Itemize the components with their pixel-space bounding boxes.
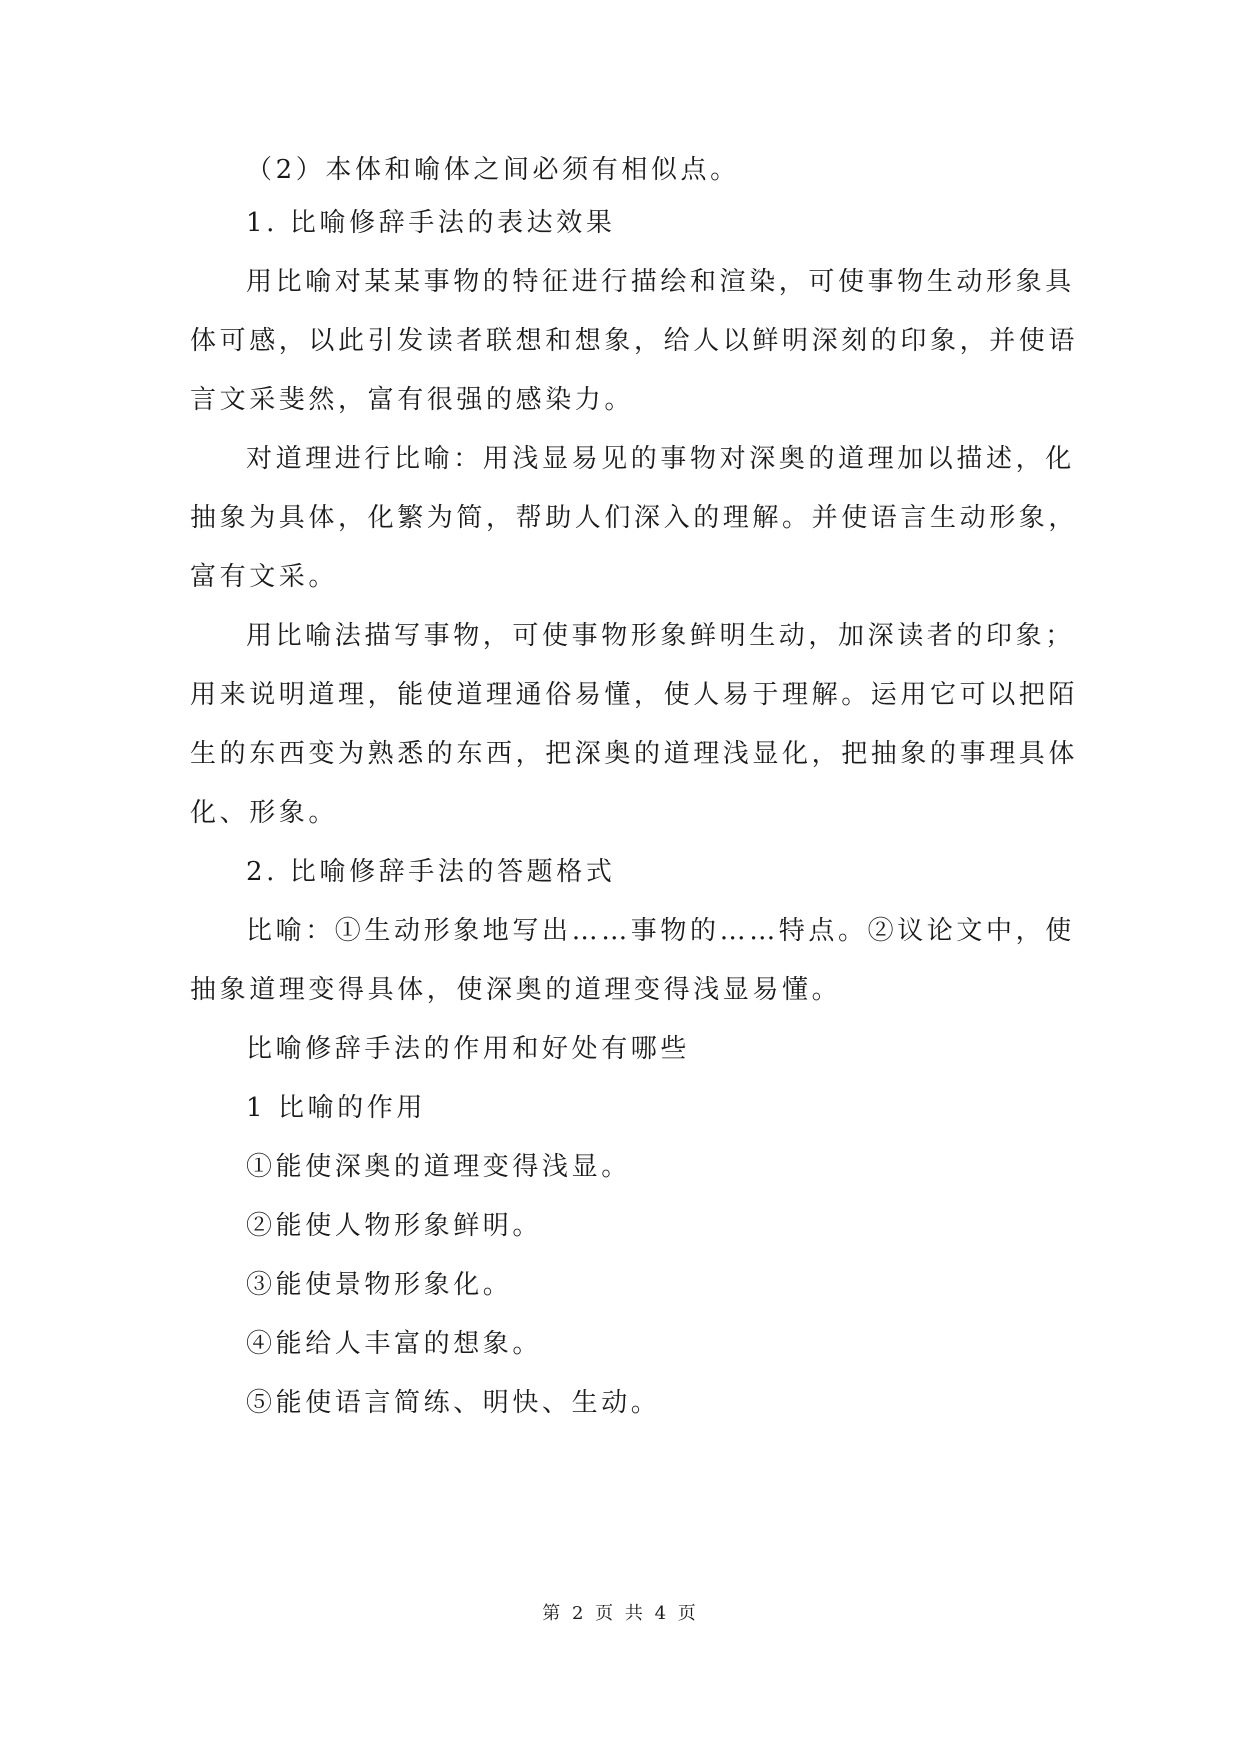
text-line: 抽象为具体，化繁为简，帮助人们深入的理解。并使语言生动形象， (190, 503, 1079, 533)
text-line: 用比喻对某某事物的特征进行描绘和渲染，可使事物生动形象具 (246, 267, 1075, 297)
section-heading: 1. 比喻修辞手法的表达效果 (246, 208, 616, 238)
text-line: （2）本体和喻体之间必须有相似点。 (246, 155, 740, 185)
text-line: 化、形象。 (190, 798, 339, 828)
section-heading: 2. 比喻修辞手法的答题格式 (246, 857, 616, 887)
text-line: 言文采斐然，富有很强的感染力。 (190, 385, 635, 415)
list-item: ②能使人物形象鲜明。 (246, 1211, 543, 1241)
text-line: 用来说明道理，能使道理通俗易懂，使人易于理解。运用它可以把陌 (190, 680, 1079, 710)
text-line: 比喻：①生动形象地写出……事物的……特点。②议论文中，使 (246, 916, 1075, 946)
section-heading: 比喻修辞手法的作用和好处有哪些 (246, 1034, 691, 1064)
section-heading: 1 比喻的作用 (246, 1093, 427, 1123)
text-line: 对道理进行比喻：用浅显易见的事物对深奥的道理加以描述，化 (246, 444, 1075, 474)
list-item: ④能给人丰富的想象。 (246, 1329, 543, 1359)
text-line: 生的东西变为熟悉的东西，把深奥的道理浅显化，把抽象的事理具体 (190, 739, 1079, 769)
text-line: 体可感，以此引发读者联想和想象，给人以鲜明深刻的印象，并使语 (190, 326, 1079, 356)
text-line: 富有文采。 (190, 562, 339, 592)
text-line: 抽象道理变得具体，使深奥的道理变得浅显易懂。 (190, 975, 842, 1005)
text-line: 用比喻法描写事物，可使事物形象鲜明生动，加深读者的印象； (246, 621, 1075, 651)
list-item: ③能使景物形象化。 (246, 1270, 513, 1300)
list-item: ①能使深奥的道理变得浅显。 (246, 1152, 631, 1182)
list-item: ⑤能使语言简练、明快、生动。 (246, 1388, 661, 1418)
page-number: 第 2 页 共 4 页 (542, 1603, 699, 1624)
